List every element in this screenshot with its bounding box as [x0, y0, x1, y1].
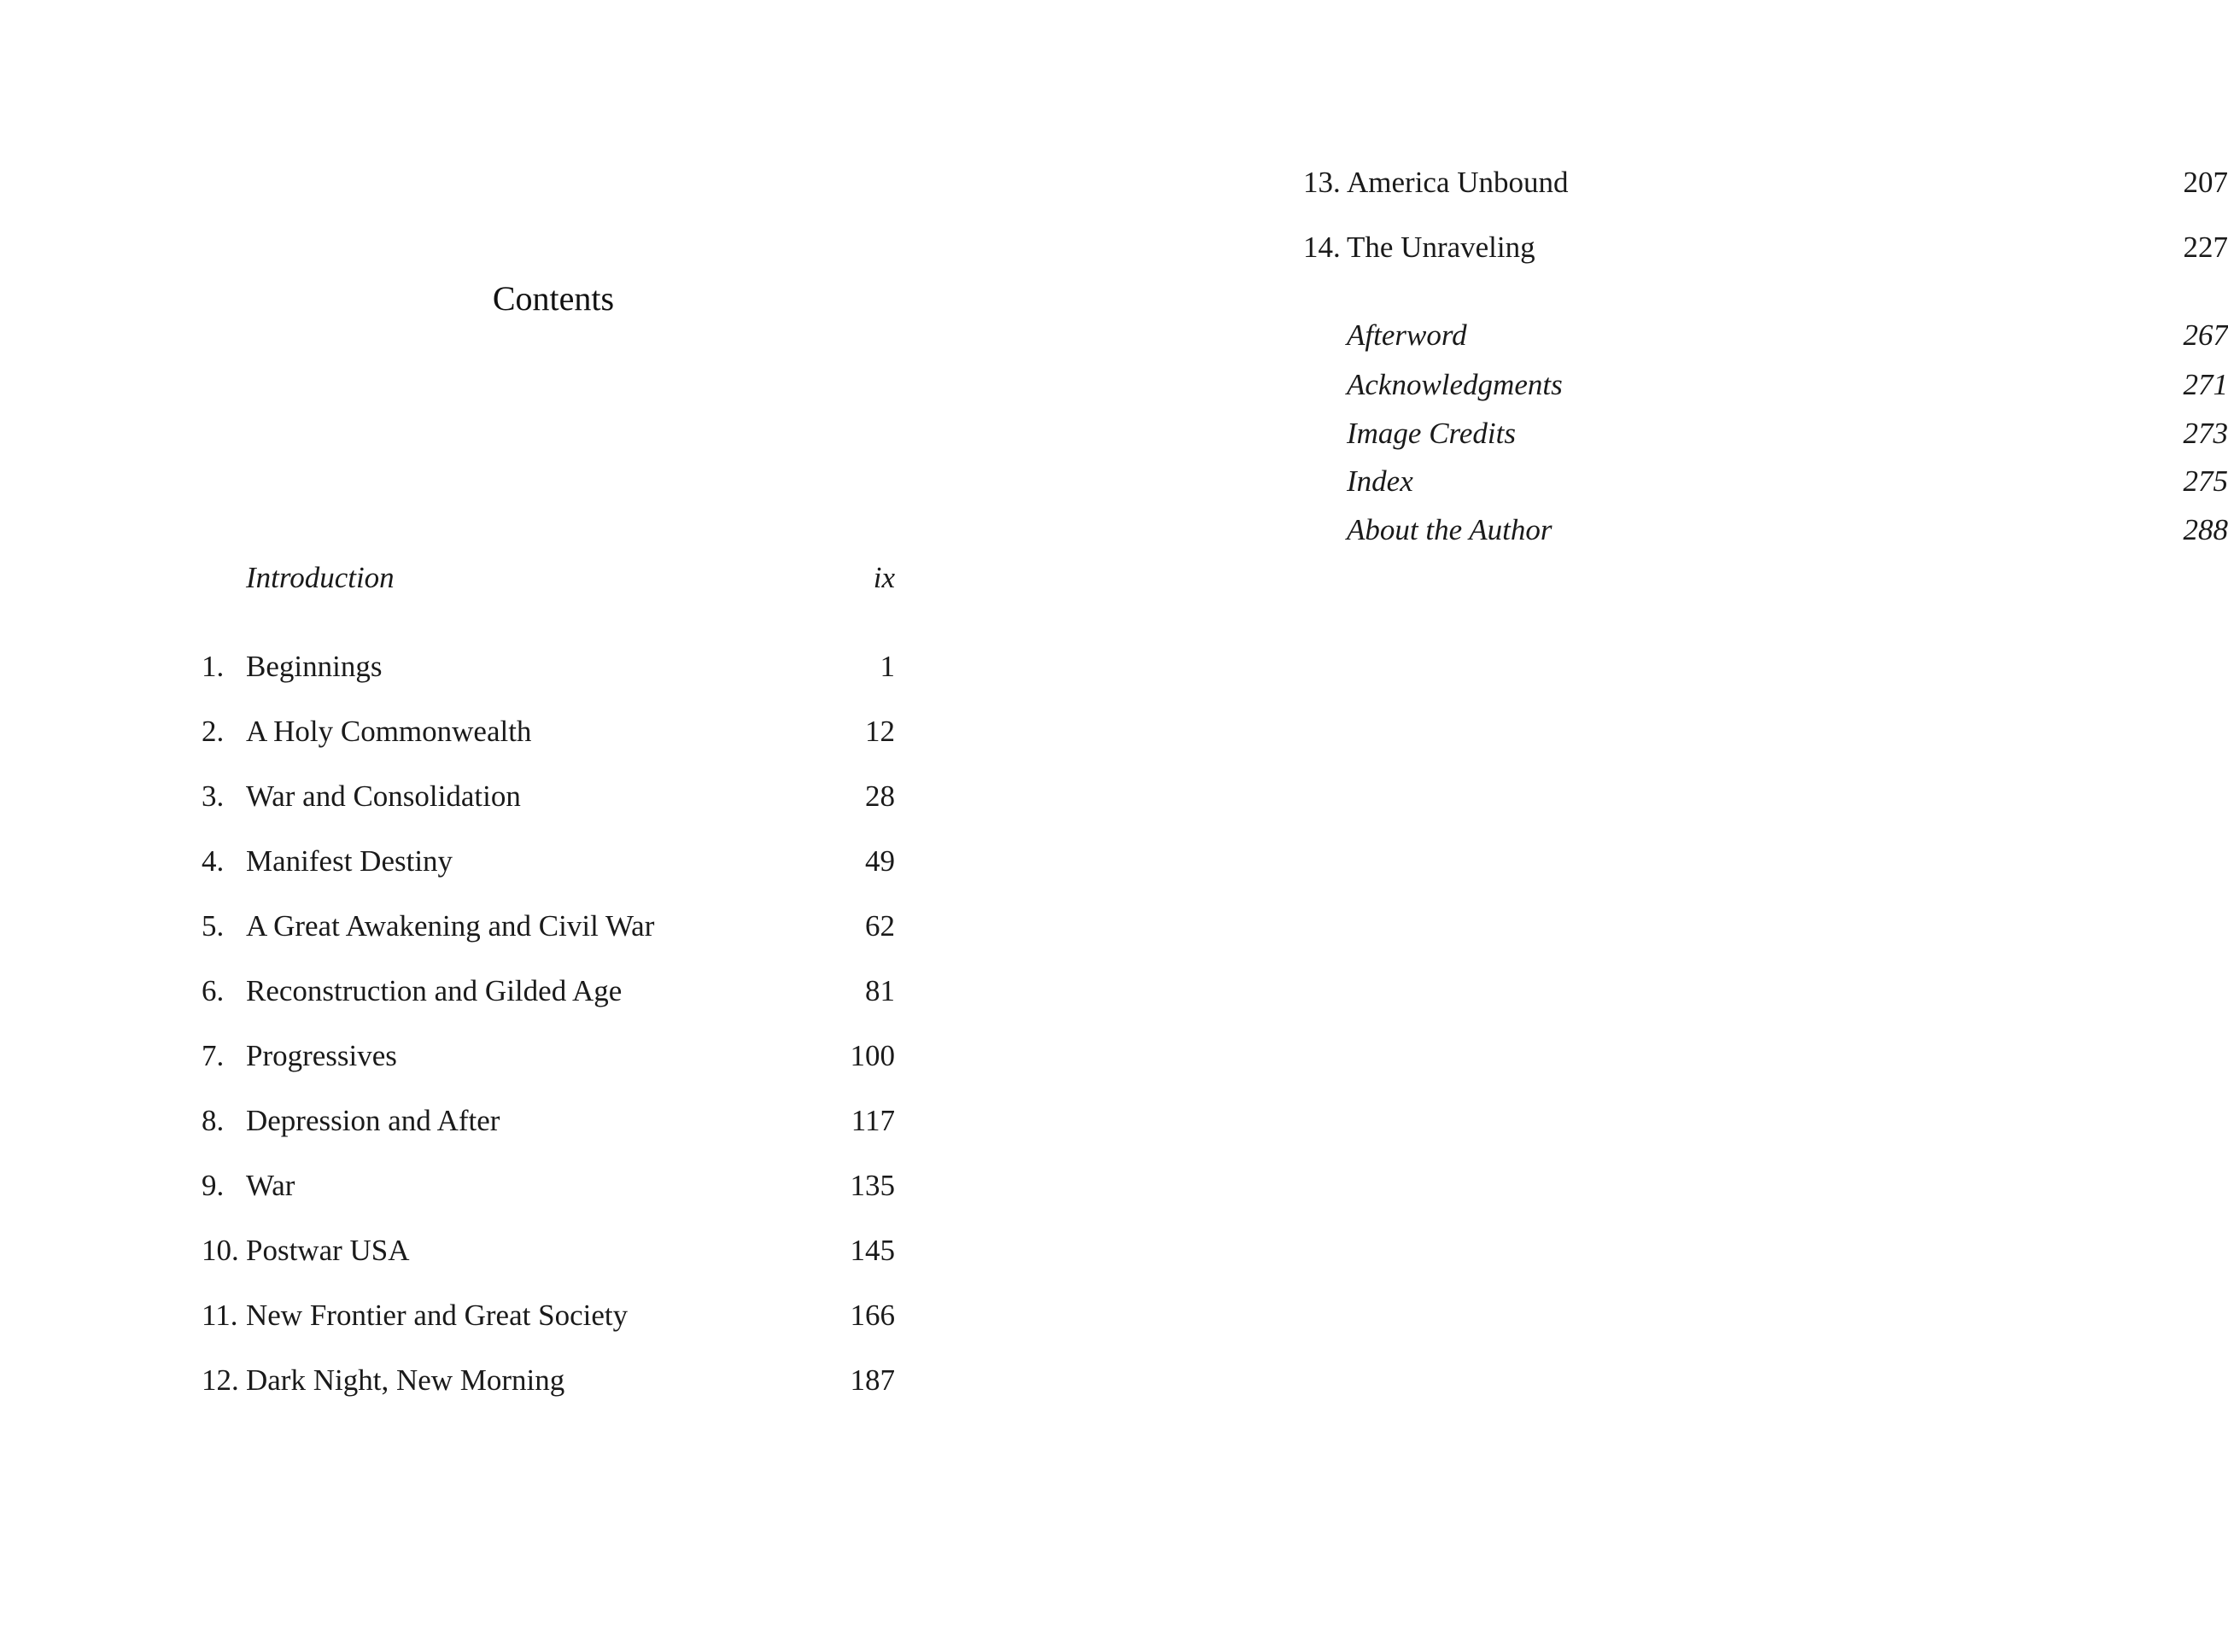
toc-chapter-6[interactable] — [202, 971, 895, 1012]
toc-entry-title: Introduction — [246, 561, 395, 594]
toc-entry-introduction[interactable] — [202, 557, 895, 598]
chapter-page: 100 — [850, 1039, 895, 1072]
chapter-number: 9. — [202, 1169, 225, 1202]
chapter-number: 13. — [1303, 166, 1341, 199]
chapter-page: 207 — [2183, 166, 2228, 199]
chapter-number: 7. — [202, 1039, 225, 1072]
chapter-title: Progressives — [246, 1039, 397, 1072]
toc-entry-acknowledgments[interactable] — [1303, 365, 2228, 406]
chapter-title: Dark Night, New Morning — [246, 1363, 565, 1397]
contents-heading: Contents — [492, 279, 615, 318]
chapter-number: 3. — [202, 779, 225, 813]
toc-chapter-14[interactable] — [1303, 227, 2228, 268]
toc-chapter-1[interactable] — [202, 646, 895, 687]
chapter-title: Postwar USA — [246, 1234, 410, 1267]
chapter-number: 2. — [202, 715, 225, 748]
chapter-number: 5. — [202, 909, 225, 943]
toc-entry-title: About the Author — [1347, 513, 1553, 546]
chapter-number: 14. — [1303, 231, 1341, 264]
toc-chapter-10[interactable] — [202, 1230, 895, 1271]
toc-chapter-9[interactable] — [202, 1165, 895, 1206]
toc-entry-title: Acknowledgments — [1347, 368, 1563, 401]
toc-chapter-2[interactable] — [202, 711, 895, 752]
chapter-page: 12 — [865, 715, 895, 748]
toc-entry-page: 288 — [2183, 513, 2228, 546]
chapter-title: New Frontier and Great Society — [246, 1299, 629, 1332]
left-page — [0, 0, 1093, 1652]
toc-entry-title: Image Credits — [1347, 417, 1516, 450]
chapter-number: 6. — [202, 974, 225, 1007]
chapter-number: 1. — [202, 650, 225, 683]
chapter-page: 62 — [865, 909, 895, 943]
chapter-title: A Holy Commonwealth — [246, 715, 532, 748]
toc-entry-page: ix — [873, 561, 895, 594]
chapter-title: The Unraveling — [1347, 231, 1535, 264]
toc-chapter-8[interactable] — [202, 1100, 895, 1141]
chapter-number: 8. — [202, 1104, 225, 1137]
toc-entry-afterword[interactable] — [1303, 315, 2228, 356]
chapter-number: 4. — [202, 844, 225, 878]
chapter-number: 11. — [202, 1299, 238, 1332]
chapter-title: Depression and After — [246, 1104, 500, 1137]
toc-entry-title: Index — [1347, 464, 1413, 498]
chapter-page: 227 — [2183, 231, 2228, 264]
chapter-title: Manifest Destiny — [246, 844, 453, 878]
toc-entry-page: 271 — [2183, 368, 2228, 401]
chapter-page: 166 — [850, 1299, 895, 1332]
toc-chapter-13[interactable] — [1303, 162, 2228, 203]
chapter-title: A Great Awakening and Civil War — [246, 909, 655, 943]
toc-chapter-12[interactable] — [202, 1360, 895, 1401]
chapter-page: 135 — [850, 1169, 895, 1202]
chapter-page: 117 — [851, 1104, 895, 1137]
chapter-page: 1 — [880, 650, 895, 683]
toc-entry-about-the-author[interactable] — [1303, 510, 2228, 551]
toc-chapter-4[interactable] — [202, 841, 895, 882]
toc-chapter-7[interactable] — [202, 1036, 895, 1077]
toc-chapter-5[interactable] — [202, 906, 895, 947]
chapter-title: Beginnings — [246, 650, 383, 683]
chapter-number: 10. — [202, 1234, 239, 1267]
toc-entry-index[interactable] — [1303, 461, 2228, 502]
toc-chapter-11[interactable] — [202, 1295, 895, 1336]
right-page — [1093, 0, 2228, 1652]
chapter-page: 49 — [865, 844, 895, 878]
chapter-page: 28 — [865, 779, 895, 813]
chapter-title: War and Consolidation — [246, 779, 521, 813]
toc-entry-image-credits[interactable] — [1303, 413, 2228, 454]
chapter-page: 145 — [850, 1234, 895, 1267]
toc-entry-page: 275 — [2183, 464, 2228, 498]
toc-entry-page: 273 — [2183, 417, 2228, 450]
toc-chapter-3[interactable] — [202, 776, 895, 817]
chapter-title: America Unbound — [1347, 166, 1569, 199]
chapter-title: Reconstruction and Gilded Age — [246, 974, 623, 1007]
chapter-page: 81 — [865, 974, 895, 1007]
toc-entry-title: Afterword — [1347, 318, 1467, 352]
toc-entry-page: 267 — [2183, 318, 2228, 352]
chapter-number: 12. — [202, 1363, 239, 1397]
chapter-title: War — [246, 1169, 295, 1202]
chapter-page: 187 — [850, 1363, 895, 1397]
